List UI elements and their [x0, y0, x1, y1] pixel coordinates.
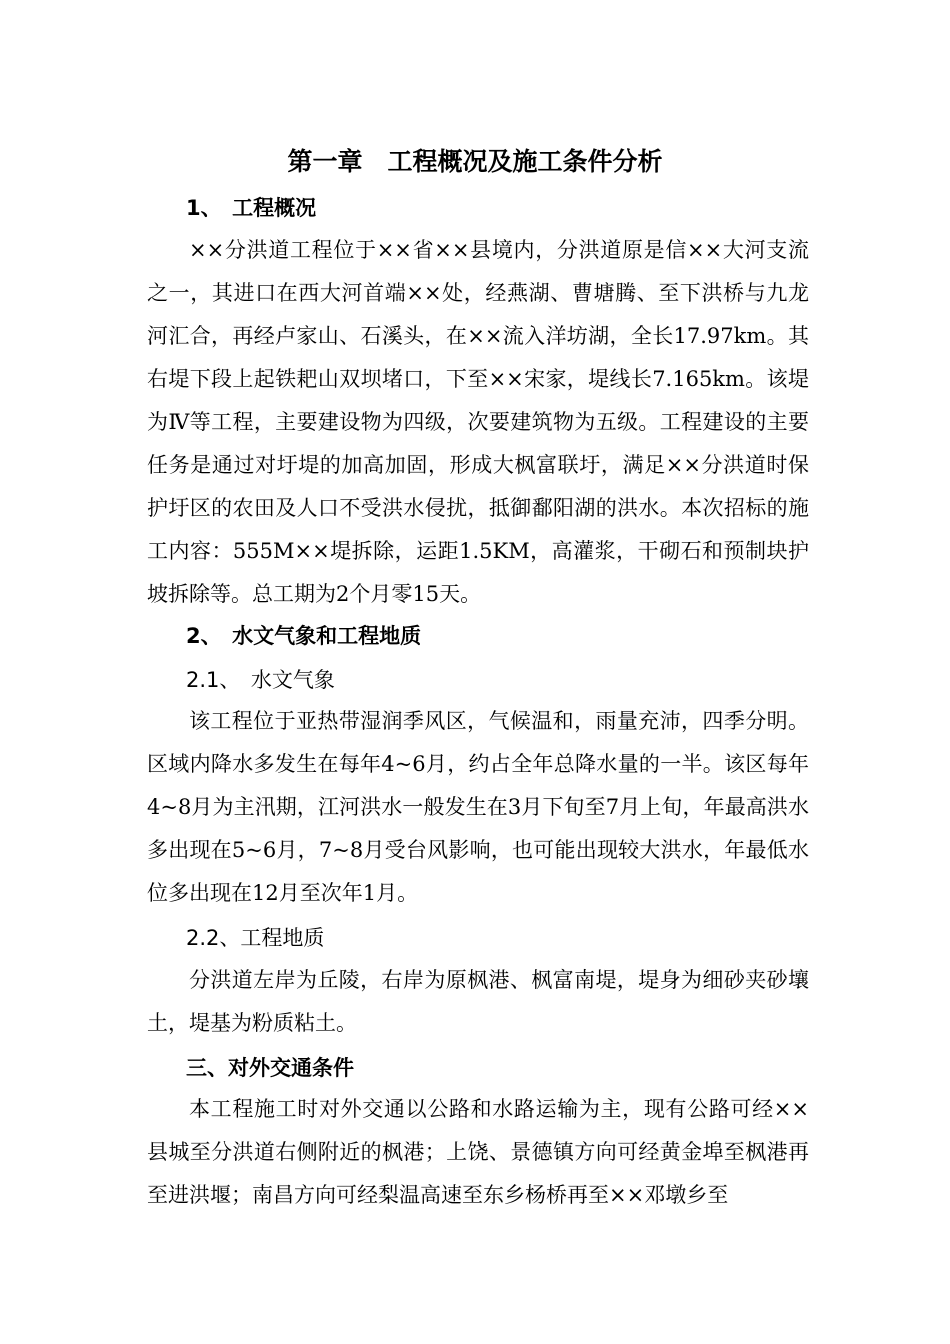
- subsection-heading-hydrology: 2.1、 水文气象: [186, 668, 335, 692]
- subsection-heading-geology: 2.2、工程地质: [186, 926, 325, 950]
- paragraph-external-traffic: 本工程施工时对外交通以公路和水路运输为主，现有公路可经××县城至分洪道右侧附近的枫港；上饶、景德镇方向可经黄金埠至枫港再至进洪堰；南昌方向可经梨温高速至东乡杨桥再至××邓墩乡至: [147, 1097, 809, 1207]
- section-heading-external-traffic: 三、对外交通条件: [186, 1056, 354, 1080]
- chapter-title: 第一章 工程概况及施工条件分析: [287, 147, 663, 176]
- section-heading-hydrology-geology: 2、 水文气象和工程地质: [186, 624, 422, 648]
- section-heading-project-overview: 1、 工程概况: [186, 196, 317, 220]
- paragraph-project-overview: ××分洪道工程位于××省××县境内，分洪道原是信××大河支流之一，其进口在西大河首端××处，经燕湖、曹塘腾、至下洪桥与九龙河汇合，再经卢家山、石溪头，在××流入洋坊湖，全长17.97km。其右堤下段上起铁耙山双坝堵口，下至××宋家，堤线长7.165km。该堤为Ⅳ等工程，主要建设物为四级，次要建筑物为五级。工程建设的主要任务是通过对圩堤的加高加固，形成大枫富联圩，满足××分洪道时保护圩区的农田及人口不受洪水侵扰，抵御鄱阳湖的洪水。本次招标的施工内容：555M××堤拆除，运距1.5KM，高灌浆，干砌石和预制块护坡拆除等。总工期为2个月零15天。: [147, 238, 809, 606]
- paragraph-hydrology: 该工程位于亚热带湿润季风区，气候温和，雨量充沛，四季分明。区域内降水多发生在每年4~6月，约占全年总降水量的一半。该区每年4~8月为主汛期，江河洪水一般发生在3月下旬至7月上旬，年最高洪水多出现在5~6月，7~8月受台风影响，也可能出现较大洪水，年最低水位多出现在12月至次年1月。: [147, 709, 809, 905]
- paragraph-geology: 分洪道左岸为丘陵，右岸为原枫港、枫富南堤，堤身为细砂夹砂壤土，堤基为粉质粘土。: [147, 968, 809, 1035]
